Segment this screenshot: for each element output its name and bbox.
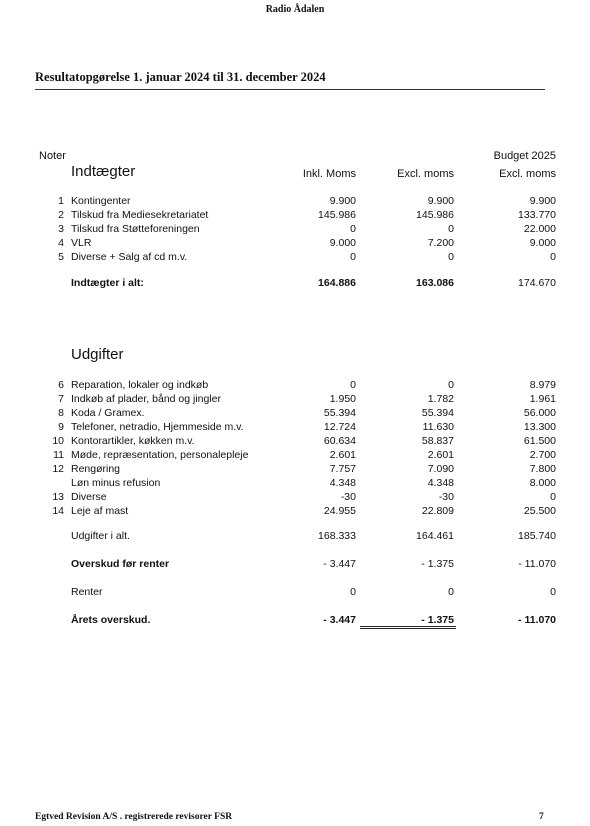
income-total-label: Indtægter i alt: bbox=[71, 277, 144, 289]
income-row bbox=[0, 251, 590, 265]
income-row bbox=[0, 209, 590, 223]
expense-row bbox=[0, 463, 590, 477]
note-number: 3 bbox=[58, 223, 64, 235]
budget-value: 25.500 bbox=[523, 505, 556, 517]
before-interest-label: Overskud før renter bbox=[71, 558, 170, 570]
excl-moms-value: 11.630 bbox=[422, 421, 454, 433]
result-label: Årets overskud. bbox=[71, 614, 151, 626]
note-number: 7 bbox=[58, 393, 64, 405]
inkl-moms-value: 60.634 bbox=[323, 435, 356, 447]
item-label: Løn minus refusion bbox=[71, 477, 161, 489]
budget-column-header: Budget 2025 bbox=[493, 150, 556, 162]
footer-firm: Egtved Revision A/S . registrerede revisorer FSR bbox=[35, 812, 233, 822]
expense-row bbox=[0, 435, 590, 449]
result-budget: - 11.070 bbox=[518, 614, 556, 626]
item-label: Diverse bbox=[71, 491, 107, 503]
expense-row bbox=[0, 505, 590, 519]
before-interest-inkl: - 3.447 bbox=[323, 558, 356, 570]
excl-moms-header: Excl. moms bbox=[397, 168, 454, 180]
item-label: Møde, repræsentation, personalepleje bbox=[71, 449, 249, 461]
excl-moms-value: 7.200 bbox=[427, 237, 454, 249]
expense-row bbox=[0, 449, 590, 463]
inkl-moms-value: 0 bbox=[350, 251, 356, 263]
note-number: 6 bbox=[58, 379, 64, 391]
budget-value: 2.700 bbox=[529, 449, 556, 461]
expense-row bbox=[0, 477, 590, 491]
expense-row bbox=[0, 379, 590, 393]
excl-moms-value: 0 bbox=[448, 223, 454, 235]
note-number: 9 bbox=[58, 421, 64, 433]
result-row bbox=[0, 614, 590, 628]
excl-moms-value: 58.837 bbox=[421, 435, 454, 447]
item-label: Kontingenter bbox=[71, 195, 131, 207]
budget-value: 13.300 bbox=[523, 421, 556, 433]
note-number: 5 bbox=[58, 251, 64, 263]
budget-value: 8.979 bbox=[529, 379, 556, 391]
expenses-total-row bbox=[0, 530, 590, 544]
note-number: 2 bbox=[58, 209, 64, 221]
expenses-total-inkl: 168.333 bbox=[318, 530, 356, 542]
inkl-moms-value: 9.900 bbox=[329, 195, 356, 207]
interest-label: Renter bbox=[71, 586, 103, 598]
excl-moms-value: 9.900 bbox=[427, 195, 454, 207]
expense-row bbox=[0, 393, 590, 407]
item-label: Telefoner, netradio, Hjemmeside m.v. bbox=[71, 421, 244, 433]
item-label: Tilskud fra Støtteforeningen bbox=[71, 223, 200, 235]
note-number: 4 bbox=[58, 237, 64, 249]
excl-moms-value: 2.601 bbox=[427, 449, 454, 461]
before-interest-row bbox=[0, 558, 590, 572]
excl-moms-value: 4.348 bbox=[427, 477, 454, 489]
inkl-moms-value: 4.348 bbox=[329, 477, 356, 489]
excl-moms-value: 1.782 bbox=[427, 393, 454, 405]
note-number: 12 bbox=[52, 463, 64, 475]
inkl-moms-value: 145.986 bbox=[318, 209, 356, 221]
notes-column-header: Noter bbox=[39, 150, 66, 162]
interest-excl: 0 bbox=[448, 586, 454, 598]
budget-value: 133.770 bbox=[518, 209, 556, 221]
expenses-heading: Udgifter bbox=[71, 346, 124, 363]
expense-row bbox=[0, 491, 590, 505]
note-number: 1 bbox=[58, 195, 64, 207]
budget-value: 56.000 bbox=[523, 407, 556, 419]
budget-value: 1.961 bbox=[529, 393, 556, 405]
item-label: Reparation, lokaler og indkøb bbox=[71, 379, 209, 391]
inkl-moms-value: 0 bbox=[350, 223, 356, 235]
inkl-moms-header: Inkl. Moms bbox=[302, 168, 356, 180]
income-total-excl: 163.086 bbox=[416, 277, 454, 289]
budget-excl-moms-header: Excl. moms bbox=[499, 168, 556, 180]
budget-value: 7.800 bbox=[529, 463, 556, 475]
result-inkl: - 3.447 bbox=[323, 614, 356, 626]
inkl-moms-value: 12.724 bbox=[323, 421, 356, 433]
expenses-total-label: Udgifter i alt. bbox=[71, 530, 130, 542]
result-double-underline-bottom bbox=[360, 628, 456, 629]
inkl-moms-value: 9.000 bbox=[329, 237, 356, 249]
income-total-budget: 174.670 bbox=[518, 277, 556, 289]
excl-moms-value: 0 bbox=[448, 379, 454, 391]
expenses-total-excl: 164.461 bbox=[416, 530, 454, 542]
income-row bbox=[0, 237, 590, 251]
interest-inkl: 0 bbox=[350, 586, 356, 598]
budget-value: 61.500 bbox=[523, 435, 556, 447]
excl-moms-value: 145.986 bbox=[416, 209, 454, 221]
expenses-total-budget: 185.740 bbox=[518, 530, 556, 542]
budget-value: 8.000 bbox=[529, 477, 556, 489]
title-underline bbox=[35, 89, 545, 90]
inkl-moms-value: -30 bbox=[340, 491, 356, 503]
item-label: Koda / Gramex. bbox=[71, 407, 145, 419]
income-total-inkl: 164.886 bbox=[318, 277, 356, 289]
note-number: 11 bbox=[53, 449, 64, 461]
organization-name: Radio Ådalen bbox=[265, 4, 325, 15]
excl-moms-value: 22.809 bbox=[421, 505, 454, 517]
note-number: 14 bbox=[52, 505, 64, 517]
expense-row bbox=[0, 407, 590, 421]
inkl-moms-value: 24.955 bbox=[323, 505, 356, 517]
result-excl: - 1.375 bbox=[421, 614, 454, 626]
item-label: Tilskud fra Mediesekretariatet bbox=[71, 209, 209, 221]
budget-value: 9.900 bbox=[529, 195, 556, 207]
excl-moms-value: 7.090 bbox=[427, 463, 454, 475]
budget-value: 9.000 bbox=[529, 237, 556, 249]
income-total-row bbox=[0, 277, 590, 291]
excl-moms-value: 0 bbox=[448, 251, 454, 263]
inkl-moms-value: 2.601 bbox=[329, 449, 356, 461]
inkl-moms-value: 7.757 bbox=[329, 463, 356, 475]
budget-value: 0 bbox=[550, 491, 556, 503]
before-interest-excl: - 1.375 bbox=[421, 558, 454, 570]
inkl-moms-value: 0 bbox=[350, 379, 356, 391]
page-title: Resultatopgørelse 1. januar 2024 til 31. december 2024 bbox=[35, 70, 326, 84]
income-row bbox=[0, 223, 590, 237]
item-label: Diverse + Salg af cd m.v. bbox=[71, 251, 188, 263]
budget-value: 0 bbox=[550, 251, 556, 263]
excl-moms-value: 55.394 bbox=[421, 407, 454, 419]
page-number: 7 bbox=[539, 812, 544, 822]
note-number: 10 bbox=[52, 435, 64, 447]
excl-moms-value: -30 bbox=[438, 491, 454, 503]
before-interest-budget: - 11.070 bbox=[518, 558, 556, 570]
inkl-moms-value: 1.950 bbox=[329, 393, 356, 405]
note-number: 13 bbox=[52, 491, 64, 503]
inkl-moms-value: 55.394 bbox=[323, 407, 356, 419]
item-label: VLR bbox=[71, 237, 92, 249]
item-label: Indkøb af plader, bånd og jingler bbox=[71, 393, 222, 405]
item-label: Rengøring bbox=[71, 463, 121, 475]
result-double-underline-top bbox=[360, 626, 456, 627]
item-label: Kontorartikler, køkken m.v. bbox=[71, 435, 195, 447]
note-number: 8 bbox=[58, 407, 64, 419]
income-row bbox=[0, 195, 590, 209]
interest-row bbox=[0, 586, 590, 600]
item-label: Leje af mast bbox=[71, 505, 129, 517]
budget-value: 22.000 bbox=[523, 223, 556, 235]
expense-row bbox=[0, 421, 590, 435]
interest-budget: 0 bbox=[550, 586, 556, 598]
income-heading: Indtægter bbox=[71, 163, 136, 180]
